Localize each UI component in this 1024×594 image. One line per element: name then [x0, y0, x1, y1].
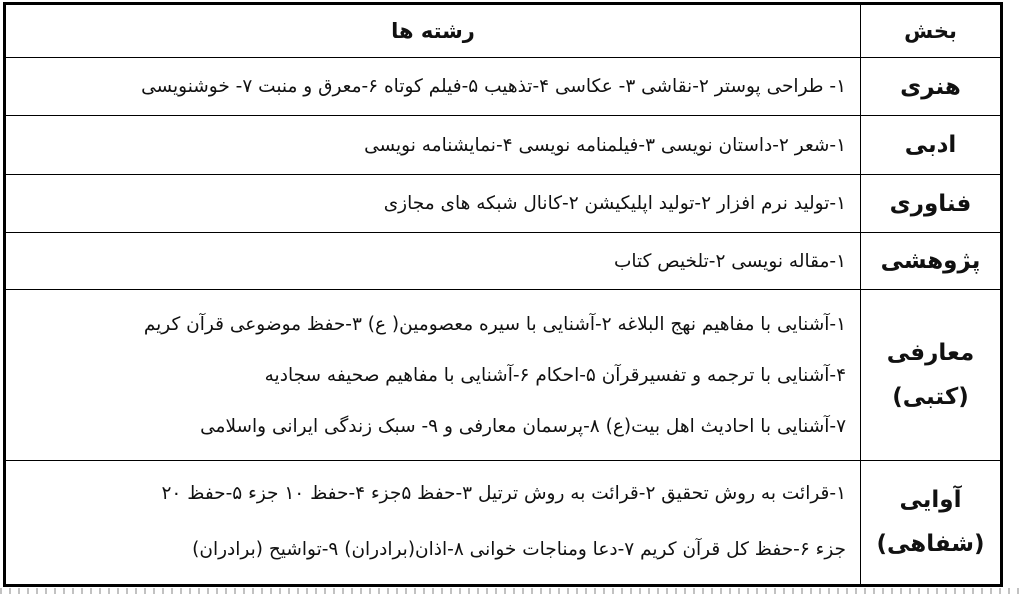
section-cell-religious-knowledge: [861, 290, 1001, 460]
table-row-research: [6, 232, 1001, 289]
fields-line-religious-knowledge-2: ۴-آشنایی با ترجمه و تفسیرقرآن ۵-احکام ۶-آشنایی با مفاهیم صحیفه سجادیه: [264, 364, 846, 386]
section-cell-technology: [861, 175, 1001, 232]
table-header-row: [6, 5, 1001, 58]
fields-cell-technology: [6, 175, 861, 232]
section-column-header: بخش: [861, 5, 1001, 58]
fields-cell-religious-knowledge: [6, 290, 861, 460]
section-cell-art: [861, 58, 1001, 115]
table-row-oral: [6, 460, 1001, 584]
bottom-dotted-border: [0, 588, 1024, 594]
section-name-religious-knowledge: معارفی: [886, 340, 975, 367]
fields-line-literary-1: ۱-شعر ۲-داستان نویسی ۳-فیلمنامه نویسی ۴-نمایشنامه نویسی: [364, 134, 846, 156]
table-row-literary: [6, 115, 1001, 175]
section-name-oral: آوایی: [899, 487, 962, 514]
fields-cell-oral: [6, 460, 861, 584]
fields-line-religious-knowledge-1: ۱-آشنایی با مفاهیم نهج البلاغه ۲-آشنایی با سیره معصومین( ع) ۳-حفظ موضوعی قرآن کریم: [143, 313, 846, 335]
table-row-religious-knowledge: [6, 290, 1001, 460]
section-cell-oral: [861, 460, 1001, 584]
fields-line-art-1: ۱- طراحی پوستر ۲-نقاشی ۳- عکاسی ۴-تذهیب ۵-فیلم کوتاه ۶-معرق و منبت ۷- خوشنویسی: [141, 76, 846, 98]
fields-cell-research: [6, 232, 861, 289]
competition-fields-table-frame: [3, 2, 1003, 587]
fields-column-header: رشته ها: [6, 5, 861, 58]
section-name-art: هنری: [900, 73, 961, 100]
fields-line-oral-2: جزء ۶-حفظ کل قرآن کریم ۷-دعا ومناجات خوانی ۸-اذان(برادران) ۹-تواشیح (برادران): [192, 539, 846, 561]
section-name-technology: فناوری: [889, 190, 972, 217]
section-subname-religious-knowledge: (کتبی): [892, 384, 969, 411]
section-name-literary: ادبی: [904, 132, 957, 159]
section-subname-oral: (شفاهی): [876, 531, 985, 558]
section-cell-research: [861, 232, 1001, 289]
fields-cell-literary: [6, 115, 861, 175]
fields-line-technology-1: ۱-تولید نرم افزار ۲-تولید اپلیکیشن ۲-کانال شبکه های مجازی: [383, 193, 846, 215]
fields-line-research-1: ۱-مقاله نویسی ۲-تلخیص کتاب: [613, 250, 846, 272]
section-cell-literary: [861, 115, 1001, 175]
table-row-technology: [6, 175, 1001, 232]
table-row-art: [6, 58, 1001, 115]
fields-line-oral-1: ۱-قرائت به روش تحقیق ۲-قرائت به روش ترتیل ۳-حفظ ۵جزء ۴-حفظ ۱۰ جزء ۵-حفظ ۲۰: [161, 483, 846, 505]
fields-cell-art: [6, 58, 861, 115]
competition-fields-table: [5, 4, 1001, 585]
section-name-research: پژوهشی: [880, 248, 981, 275]
fields-line-religious-knowledge-3: ۷-آشنایی با احادیث اهل بیت(ع) ۸-پرسمان معارفی و ۹- سبک زندگی ایرانی واسلامی: [200, 415, 846, 437]
